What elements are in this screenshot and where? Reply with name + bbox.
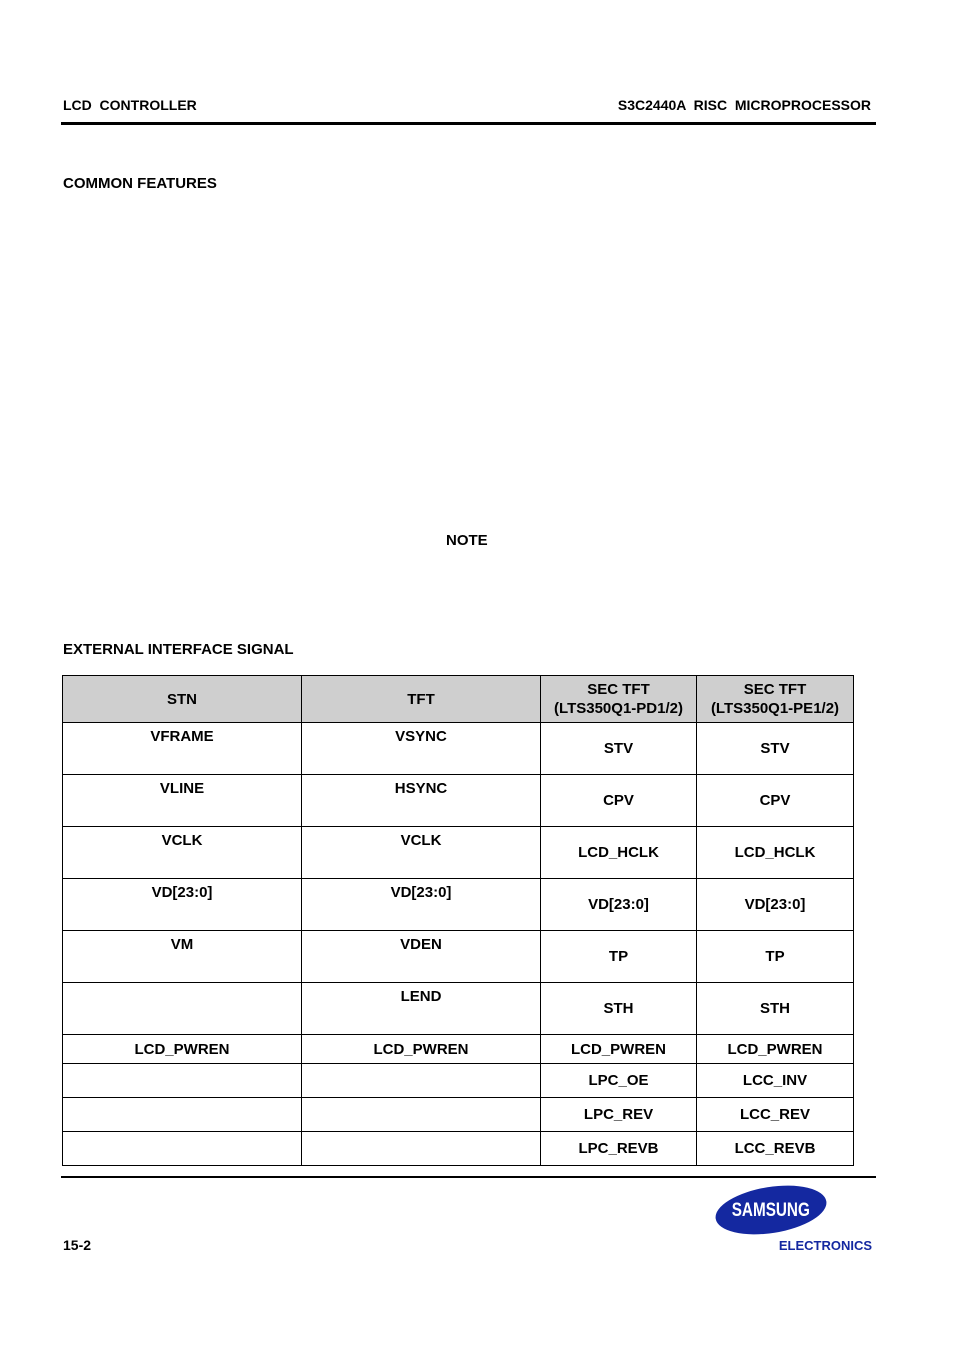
table-row <box>63 931 854 983</box>
common-features-heading: COMMON FEATURES <box>63 175 217 192</box>
cell-sec-pd: LPC_OE <box>541 1064 697 1098</box>
cell-tft: LEND <box>302 983 541 1035</box>
cell-tft: VD[23:0] <box>302 879 541 931</box>
cell-sec-pe: TP <box>697 931 854 983</box>
cell-sec-pd: VD[23:0] <box>541 879 697 931</box>
cell-stn: VM <box>63 931 302 983</box>
header-sec-tft-pd <box>541 676 697 723</box>
table-row <box>63 1132 854 1166</box>
cell-tft: VCLK <box>302 827 541 879</box>
header-sec-tft-pe <box>697 676 854 723</box>
table-row <box>63 723 854 775</box>
cell-sec-pd: TP <box>541 931 697 983</box>
cell-stn <box>63 1064 302 1098</box>
cell-sec-pd: LCD_HCLK <box>541 827 697 879</box>
cell-sec-pd: LPC_REV <box>541 1098 697 1132</box>
cell-sec-pe: VD[23:0] <box>697 879 854 931</box>
header-rule <box>61 122 876 125</box>
cell-sec-pe: LCC_REVB <box>697 1132 854 1166</box>
cell-tft <box>302 1098 541 1132</box>
header-tft: TFT <box>302 676 541 723</box>
cell-sec-pd: CPV <box>541 775 697 827</box>
cell-stn: LCD_PWREN <box>63 1035 302 1064</box>
samsung-logo-wordmark: SAMSUNG <box>731 1198 810 1221</box>
cell-stn <box>63 1098 302 1132</box>
header-stn: STN <box>63 676 302 723</box>
cell-tft: HSYNC <box>302 775 541 827</box>
cell-sec-pe: LCD_HCLK <box>697 827 854 879</box>
cell-sec-pd: LPC_REVB <box>541 1132 697 1166</box>
cell-tft <box>302 1064 541 1098</box>
cell-sec-pe: LCC_REV <box>697 1098 854 1132</box>
table-row <box>63 1064 854 1098</box>
header-sec-tft-pe-line2: (LTS350Q1-PE1/2) <box>710 700 840 717</box>
table-row <box>63 1098 854 1132</box>
external-interface-signal-table <box>62 675 854 1166</box>
table-row <box>63 775 854 827</box>
table-header-row <box>63 676 854 723</box>
footer-rule <box>61 1176 876 1178</box>
header-document-title: S3C2440A RISC MICROPROCESSOR <box>617 97 871 113</box>
cell-stn: VLINE <box>63 775 302 827</box>
cell-stn: VFRAME <box>63 723 302 775</box>
cell-tft: LCD_PWREN <box>302 1035 541 1064</box>
cell-sec-pe: LCC_INV <box>697 1064 854 1098</box>
header-sec-tft-pd-line2: (LTS350Q1-PD1/2) <box>554 700 683 717</box>
cell-sec-pd: STH <box>541 983 697 1035</box>
header-sec-tft-pd-line1: SEC TFT <box>587 681 650 698</box>
cell-tft: VDEN <box>302 931 541 983</box>
table-row <box>63 827 854 879</box>
header-section-title: LCD CONTROLLER <box>63 97 197 113</box>
cell-sec-pd: LCD_PWREN <box>541 1035 697 1064</box>
page-number: 15-2 <box>63 1237 92 1253</box>
cell-sec-pe: STV <box>697 723 854 775</box>
cell-stn: VD[23:0] <box>63 879 302 931</box>
cell-sec-pe: CPV <box>697 775 854 827</box>
cell-stn <box>63 1132 302 1166</box>
cell-tft <box>302 1132 541 1166</box>
external-interface-heading: EXTERNAL INTERFACE SIGNAL <box>63 641 294 658</box>
table-row <box>63 983 854 1035</box>
samsung-electronics-logo <box>715 1184 873 1256</box>
cell-tft: VSYNC <box>302 723 541 775</box>
samsung-logo-electronics: ELECTRONICS <box>778 1238 872 1253</box>
cell-sec-pe: LCD_PWREN <box>697 1035 854 1064</box>
cell-stn: VCLK <box>63 827 302 879</box>
header-sec-tft-pe-line1: SEC TFT <box>743 681 807 698</box>
note-heading: NOTE <box>446 532 488 549</box>
cell-sec-pe: STH <box>697 983 854 1035</box>
cell-sec-pd: STV <box>541 723 697 775</box>
cell-stn <box>63 983 302 1035</box>
table-row <box>63 879 854 931</box>
table-row <box>63 1035 854 1064</box>
